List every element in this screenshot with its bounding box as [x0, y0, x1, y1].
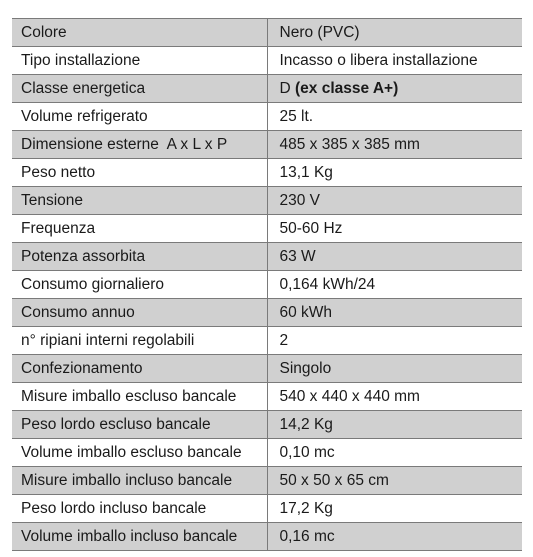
spec-value: Incasso o libera installazione	[267, 47, 522, 75]
table-row	[12, 411, 522, 439]
table-row	[12, 215, 522, 243]
spec-value: 2	[267, 327, 522, 355]
table-row	[12, 355, 522, 383]
spec-label: Misure imballo escluso bancale	[12, 383, 267, 411]
spec-label: Volume imballo escluso bancale	[12, 439, 267, 467]
spec-label: Colore	[12, 19, 267, 47]
spec-value: 540 x 440 x 440 mm	[267, 383, 522, 411]
spec-label: Volume imballo incluso bancale	[12, 523, 267, 551]
table-row	[12, 243, 522, 271]
table-row	[12, 439, 522, 467]
spec-value: Singolo	[267, 355, 522, 383]
spec-value-text: D	[279, 79, 295, 97]
spec-label: Dimensione esterne A x L x P	[12, 131, 267, 159]
spec-label: Tensione	[12, 187, 267, 215]
spec-value: 25 lt.	[267, 103, 522, 131]
spec-value: 17,2 Kg	[267, 495, 522, 523]
spec-table-body	[12, 19, 522, 551]
spec-value: Nero (PVC)	[267, 19, 522, 47]
spec-label: Tipo installazione	[12, 47, 267, 75]
table-row	[12, 327, 522, 355]
table-row	[12, 299, 522, 327]
spec-label: Potenza assorbita	[12, 243, 267, 271]
spec-label: n° ripiani interni regolabili	[12, 327, 267, 355]
spec-value: 230 V	[267, 187, 522, 215]
spec-value: 0,164 kWh/24	[267, 271, 522, 299]
spec-value: 60 kWh	[267, 299, 522, 327]
spec-label: Peso netto	[12, 159, 267, 187]
table-row	[12, 495, 522, 523]
table-row	[12, 103, 522, 131]
table-row	[12, 131, 522, 159]
spec-value: 50-60 Hz	[267, 215, 522, 243]
spec-value: 13,1 Kg	[267, 159, 522, 187]
spec-value: 485 x 385 x 385 mm	[267, 131, 522, 159]
table-row	[12, 159, 522, 187]
spec-label: Classe energetica	[12, 75, 267, 103]
table-row	[12, 19, 522, 47]
spec-label: Consumo giornaliero	[12, 271, 267, 299]
table-row	[12, 187, 522, 215]
spec-value-bold: (ex classe A+)	[295, 79, 399, 97]
spec-value: 0,10 mc	[267, 439, 522, 467]
spec-label: Volume refrigerato	[12, 103, 267, 131]
spec-value: 14,2 Kg	[267, 411, 522, 439]
table-row	[12, 47, 522, 75]
spec-label: Misure imballo incluso bancale	[12, 467, 267, 495]
spec-label: Frequenza	[12, 215, 267, 243]
spec-value	[267, 75, 522, 103]
spec-value: 50 x 50 x 65 cm	[267, 467, 522, 495]
spec-value: 0,16 mc	[267, 523, 522, 551]
spec-label: Peso lordo incluso bancale	[12, 495, 267, 523]
spec-label: Peso lordo escluso bancale	[12, 411, 267, 439]
table-row	[12, 271, 522, 299]
spec-table	[12, 18, 522, 551]
spec-label: Confezionamento	[12, 355, 267, 383]
spec-label: Consumo annuo	[12, 299, 267, 327]
table-row	[12, 523, 522, 551]
table-row	[12, 75, 522, 103]
spec-value: 63 W	[267, 243, 522, 271]
table-row	[12, 383, 522, 411]
table-row	[12, 467, 522, 495]
